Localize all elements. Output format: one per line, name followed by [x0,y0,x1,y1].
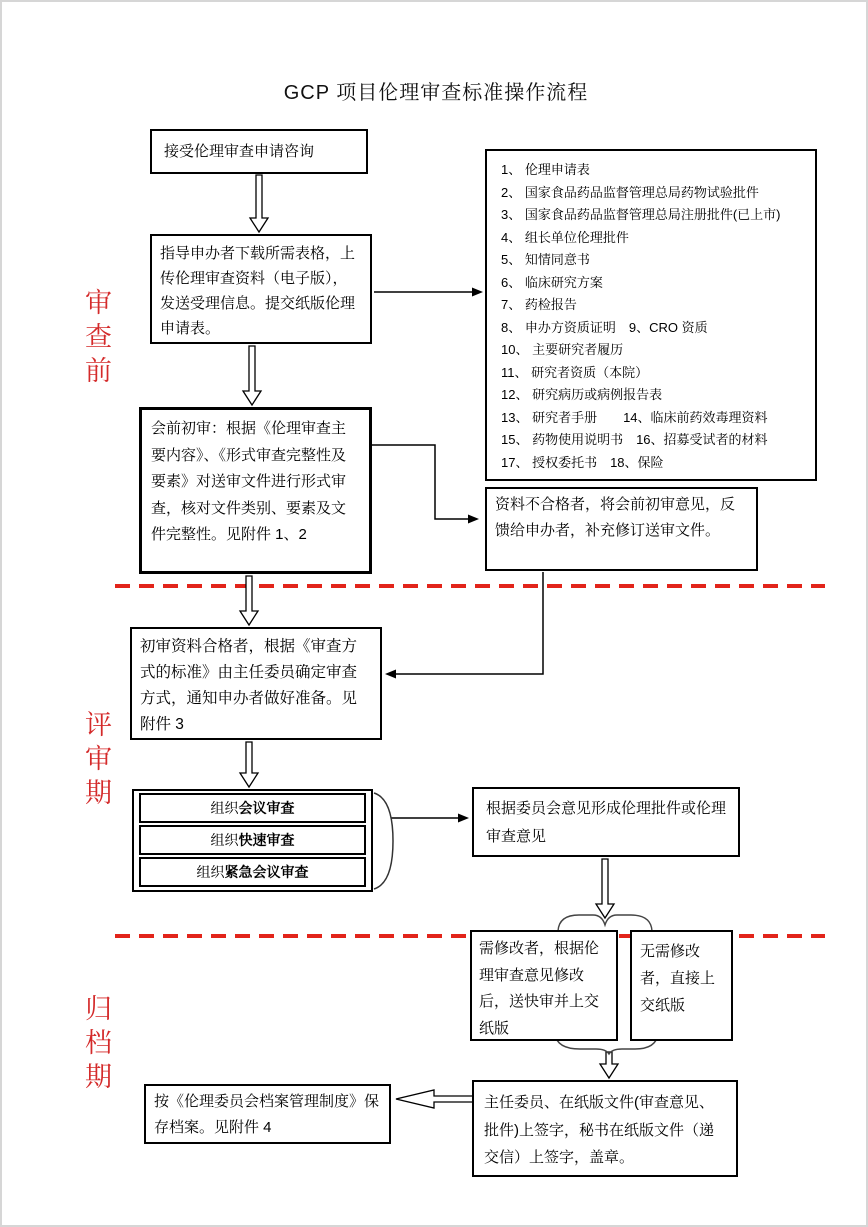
mode-prefix: 组织 [210,832,239,848]
arrow-prereview-to-unqualified [372,445,470,519]
node-meeting-review [139,793,366,823]
list-item: 4、 组长单位伦理批件 [501,229,629,245]
node-form-opinion: 根据委员会意见形成伦理批件或伦理审查意见 [472,787,740,857]
node-accept-consult [150,129,368,174]
list-item: 10、 主要研究者履历 [501,342,624,357]
list-item: 13、 研究者手册 14、临床前药效毒理资料 [501,409,768,425]
list-item: 3、 国家食品药品监督管理总局注册批件(已上市) [501,207,781,222]
arrowhead-right-icon [472,288,483,297]
phase-label-before-review: 审查前 [80,288,111,390]
arrow-sign-to-archive [396,1090,475,1108]
arrow-guide-to-prereview [243,346,261,405]
node-emergency-meeting-review [139,857,366,887]
node-accept-consult-text: 接受伦理审查申请咨询 [164,142,315,160]
arrowhead-right-icon [468,515,479,524]
list-item: 1、 伦理申请表 [501,162,590,177]
list-item: 2、 国家食品药品监督管理总局药物试验批件 [501,184,759,200]
list-item: 15、 药物使用说明书 16、招募受试者的材料 [501,432,768,447]
node-no-modify: 无需修改者，直接上交纸版 [630,930,733,1041]
arrow-qualified-to-stack [240,742,258,787]
page-title: GCP 项目伦理审查标准操作流程 [283,82,589,104]
list-item: 6、 临床研究方案 [501,274,603,290]
list-item: 11、 研究者资质（本院） [501,364,649,380]
node-expedited-review [139,825,366,855]
mode-name: 紧急会议审查 [224,864,309,880]
node-signature-seal: 主任委员、在纸版文件(审查意见、批件)上签字，秘书在纸版文件（递交信）上签字，盖章。 [472,1080,738,1177]
arrowhead-right-icon [458,814,469,823]
stack-right-bracket-icon [374,793,393,889]
phase-label-review-period: 评审期 [80,710,111,812]
thin-arrowheads [385,288,483,823]
node-unqualified-feedback: 资料不合格者，将会前初审意见，反馈给申办者，补充修订送审文件。 [485,487,758,571]
mode-prefix: 组织 [210,800,239,816]
mode-name: 会议审查 [238,800,295,816]
node-guide-sponsor: 指导申办者下载所需表格，上传伦理审查资料（电子版），发送受理信息。提交纸版伦理申请表。 [150,234,372,344]
node-pre-meeting-review: 会前初审：根据《伦理审查主要内容》、《形式审查完整性及要素》对送审文件进行形式审查，核对文件类别、要素及文件完整性。见附件 1、2 [139,407,372,574]
list-item: 17、 授权委托书 18、保险 [501,454,664,470]
mode-name: 快速审查 [238,832,295,848]
node-need-modify: 需修改者，根据伦理审查意见修改后，送快审并上交纸版 [470,930,618,1041]
list-item: 12、 研究病历或病例报告表 [501,387,663,402]
arrowhead-left-icon [385,670,396,679]
arrow-opinion-to-branch [596,859,614,918]
arrow-branch-to-sign [600,1052,618,1078]
list-item: 7、 药检报告 [501,297,577,312]
phase-label-archive-period: 归档期 [80,994,111,1096]
mode-prefix: 组织 [196,864,225,880]
required-documents-list [485,149,817,481]
node-archive-files: 按《伦理委员会档案管理制度》保存档案。见附件 4 [144,1084,391,1144]
list-item: 5、 知情同意书 [501,252,590,267]
arrow-consult-to-guide [250,175,268,232]
list-item: 8、 申办方资质证明 9、CRO 资质 [501,319,708,335]
node-qualified-determine-mode: 初审资料合格者，根据《审查方式的标准》由主任委员确定审查方式，通知申办者做好准备。见附件 3 [130,627,382,740]
arrow-prereview-to-qualified [240,576,258,625]
